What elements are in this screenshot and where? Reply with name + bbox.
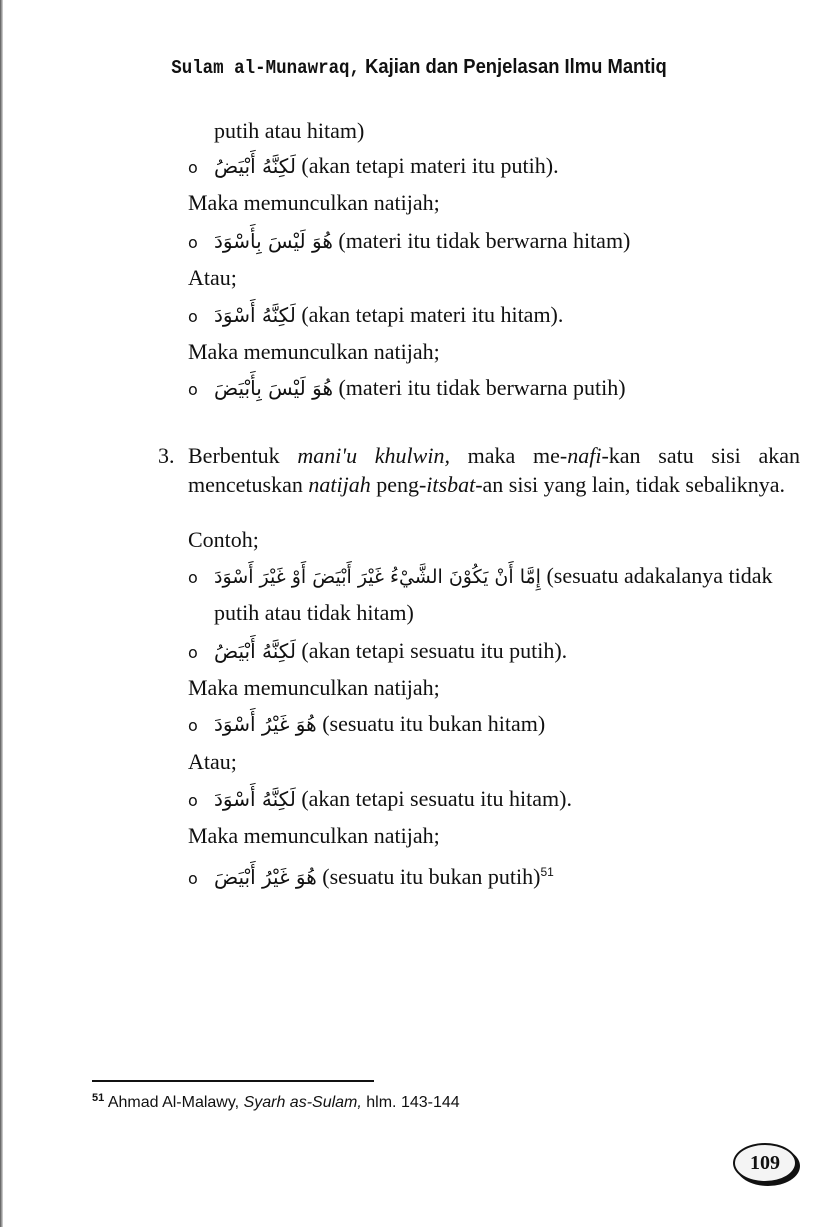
- translation-text: (sesuatu itu bukan putih): [322, 864, 541, 889]
- bullet-marker: o: [188, 380, 198, 399]
- translation-text: (sesuatu adakalanya tidak: [546, 563, 773, 588]
- bullet-line: [188, 857, 554, 894]
- arabic-text: لَكِنَّهُ أَبْيَضُ: [214, 639, 296, 663]
- arabic-text: لَكِنَّهُ أَسْوَدَ: [214, 303, 296, 327]
- bullet-line: [188, 561, 772, 593]
- footnote-reference[interactable]: 51: [540, 865, 554, 879]
- bullet-marker: o: [188, 568, 198, 587]
- arabic-text: لَكِنَّهُ أَسْوَدَ: [214, 787, 296, 811]
- footnote: $^{51}$ Ahmad Al-Malawy, Syarh as-Sulam, hlm. 143-144: [92, 1092, 460, 1111]
- page-edge: [0, 0, 3, 1227]
- text-line: Contoh;: [188, 527, 259, 552]
- page-number-badge: [733, 1143, 797, 1183]
- footnote-divider: [92, 1080, 374, 1082]
- item-3-paragraph: Berbentuk mani'u khulwin, maka me-nafi-kan satu sisi akan mencetuskan natijah peng-itsbat-an sisi yang lain, tidak sebaliknya.: [188, 443, 800, 497]
- bullet-line: [188, 373, 626, 405]
- running-header-subtitle: Kajian dan Penjelasan Ilmu Mantiq: [360, 56, 667, 78]
- text-line: Maka memunculkan natijah;: [188, 675, 440, 700]
- text-line: Maka memunculkan natijah;: [188, 190, 440, 215]
- bullet-marker: o: [188, 716, 198, 735]
- translation-text: (materi itu tidak berwarna hitam): [338, 228, 631, 253]
- bullet-line: [188, 151, 559, 183]
- arabic-text: لَكِنَّهُ أَبْيَضُ: [214, 154, 296, 178]
- footnote-work-title: Syarh as-Sulam,: [243, 1094, 362, 1111]
- bullet-marker: o: [188, 158, 198, 177]
- text-line: putih atau hitam): [214, 118, 365, 143]
- translation-text: (akan tetapi sesuatu itu hitam).: [301, 786, 572, 811]
- translation-text: (akan tetapi sesuatu itu putih).: [301, 638, 568, 663]
- arabic-text: هُوَ غَيْرُ أَسْوَدَ: [214, 712, 317, 736]
- text-line: Atau;: [188, 749, 237, 774]
- bullet-marker: o: [188, 791, 198, 810]
- bullet-marker: o: [188, 643, 198, 662]
- translation-text: (akan tetapi materi itu hitam).: [301, 302, 564, 327]
- bullet-line: [188, 709, 545, 741]
- arabic-text: إِمَّا أَنْ يَكُوْنَ الشَّيْءُ غَيْرَ أَبْيَضَ أَوْ غَيْرَ أَسْوَدَ: [214, 566, 541, 588]
- bullet-marker: o: [188, 307, 198, 326]
- arabic-text: هُوَ غَيْرُ أَبْيَضَ: [214, 865, 317, 889]
- page-number: 109: [750, 1151, 780, 1174]
- translation-text: (sesuatu itu bukan hitam): [322, 711, 546, 736]
- text-line: Maka memunculkan natijah;: [188, 823, 440, 848]
- text-line: Maka memunculkan natijah;: [188, 339, 440, 364]
- list-number: 3.: [158, 443, 175, 468]
- bullet-line: [188, 300, 563, 332]
- text-line: Atau;: [188, 265, 237, 290]
- running-header: [34, 56, 805, 79]
- bullet-marker: o: [188, 869, 198, 888]
- translation-text: (akan tetapi materi itu putih).: [301, 153, 559, 178]
- bullet-line: [188, 784, 572, 816]
- arabic-text: هُوَ لَيْسَ بِأَبْيَضَ: [214, 376, 333, 400]
- footnote-number: 51: [92, 1092, 105, 1104]
- running-header-book-title: Sulam al-Munawraq,: [171, 57, 361, 79]
- bullet-marker: o: [188, 233, 198, 252]
- translation-text: (materi itu tidak berwarna putih): [338, 375, 626, 400]
- bullet-line: [188, 636, 567, 668]
- bullet-line: [188, 226, 630, 258]
- arabic-text: هُوَ لَيْسَ بِأَسْوَدَ: [214, 229, 333, 253]
- text-line: putih atau tidak hitam): [214, 600, 414, 625]
